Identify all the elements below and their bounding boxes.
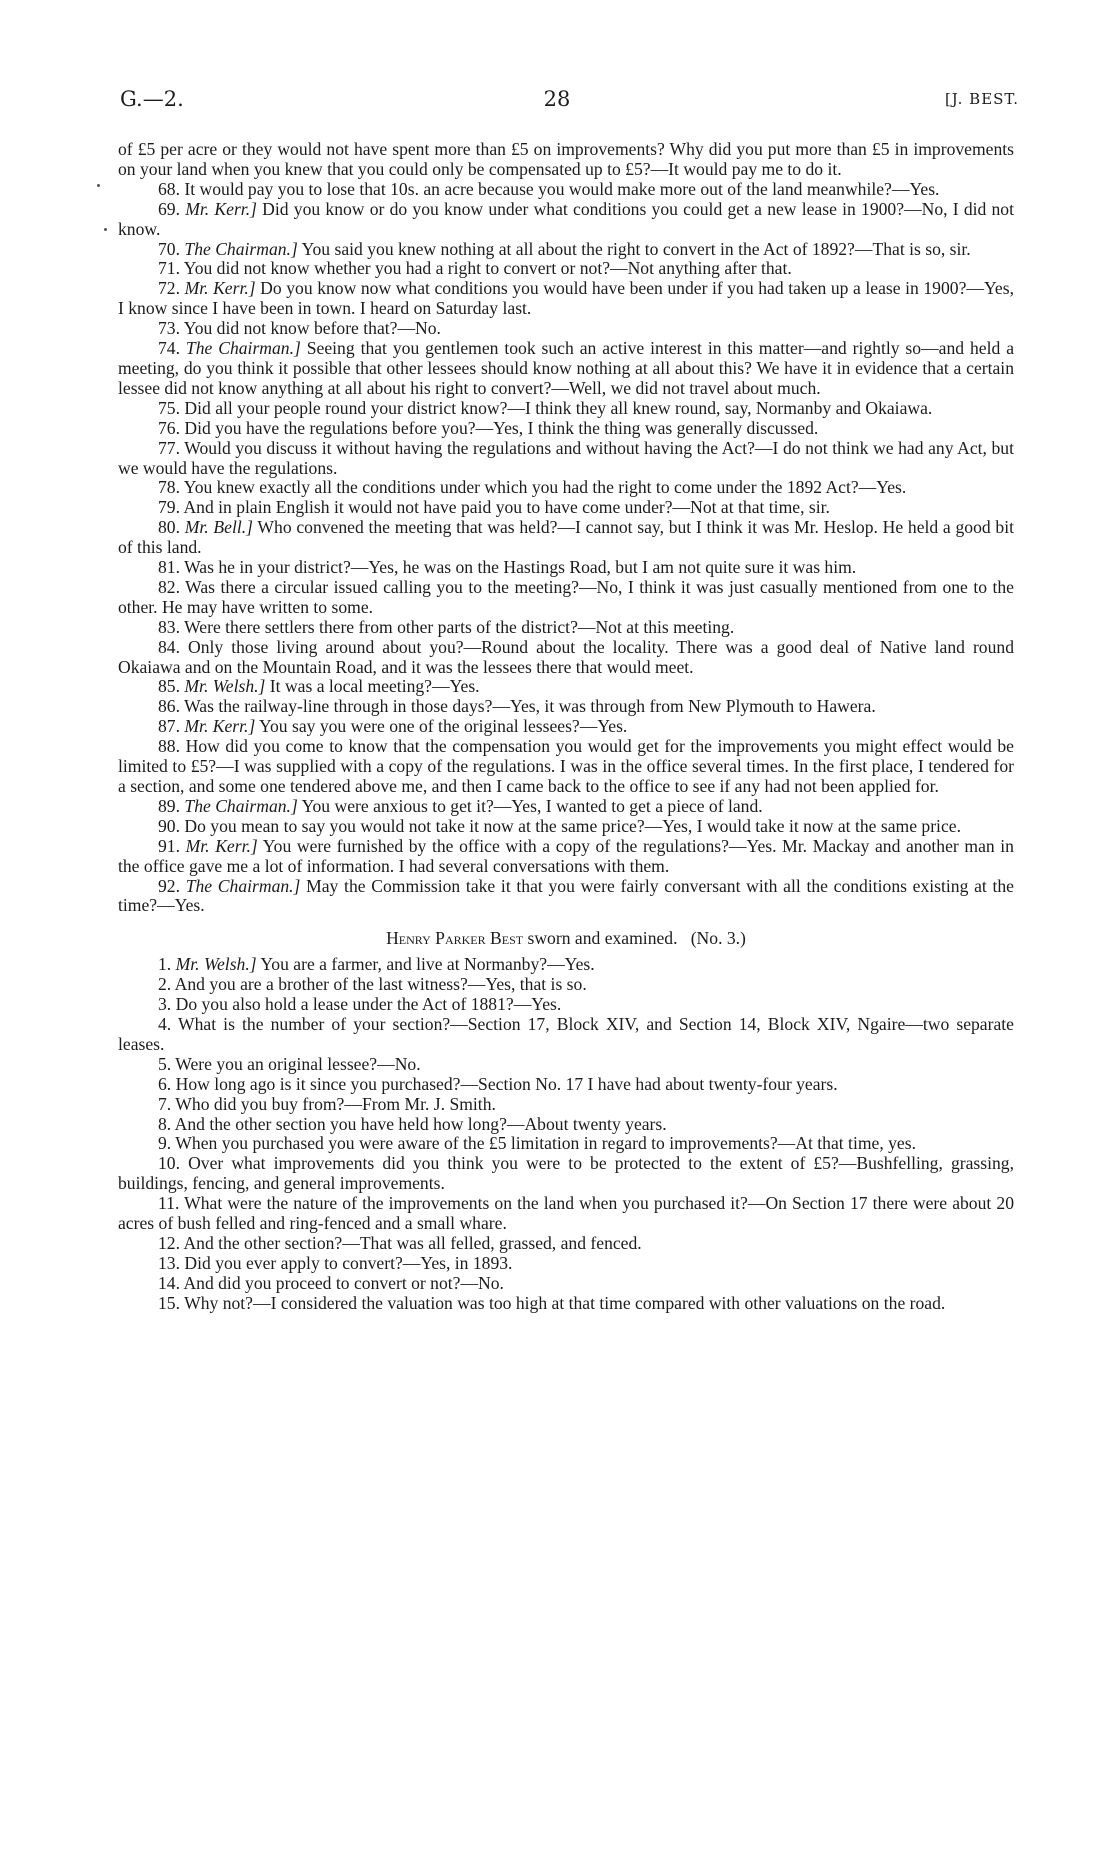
- question-paragraph: [118, 677, 1014, 697]
- paper-reference: G.—2.: [120, 87, 184, 111]
- question-number: 73.: [158, 318, 180, 339]
- question-answer-text: Do you also hold a lease under the Act of 1881?—Yes.: [175, 994, 562, 1015]
- question-number: 90.: [158, 815, 180, 836]
- question-number: 86.: [158, 696, 180, 717]
- question-paragraph: [118, 200, 1014, 240]
- question-number: 83.: [158, 616, 180, 637]
- question-answer-text: You were furnished by the office with a copy of the regulations?—Yes. Mr. Mackay and another man in the office gave me a lot of information. I had several conversations with them.: [118, 835, 1014, 876]
- question-paragraph: [118, 1294, 1014, 1314]
- speaker-label: Mr. Kerr.]: [185, 198, 257, 219]
- question-answer-text: Why not?—I considered the valuation was too high at that time compared with other valuations on the road.: [184, 1292, 946, 1313]
- question-paragraph: [118, 439, 1014, 479]
- question-number: 7.: [158, 1093, 172, 1114]
- question-paragraph: [118, 1075, 1014, 1095]
- question-answer-text: What were the nature of the improvements on the land when you purchased it?—On Section 17 there were about 20 acres of bush felled and ring-fenced and a small whare.: [118, 1193, 1014, 1234]
- question-paragraph: [118, 399, 1014, 419]
- question-answer-text: May the Commission take it that you were fairly conversant with all the conditions existing at the time?—Yes.: [118, 875, 1014, 916]
- witness-number: (No. 3.): [690, 928, 746, 949]
- witness-heading-rest: sworn and examined.: [527, 928, 678, 949]
- question-answer-text: Do you know now what conditions you would have been under if you had taken up a lease in 1900?—Yes, I know since I have been in town. I heard on Saturday last.: [118, 278, 1014, 319]
- question-answer-text: Who did you buy from?—From Mr. J. Smith.: [175, 1093, 496, 1114]
- question-paragraph: [118, 877, 1014, 917]
- question-paragraph: [118, 717, 1014, 737]
- question-answer-text: Was there a circular issued calling you to the meeting?—No, I think it was just casually mentioned from one to the other. He may have written to some.: [118, 576, 1014, 617]
- question-answer-text: You said you knew nothing at all about the right to convert in the Act of 1892?—That is so, sir.: [301, 238, 971, 259]
- question-paragraph: [118, 180, 1014, 200]
- question-number: 11.: [158, 1193, 180, 1214]
- question-number: 1.: [158, 954, 172, 975]
- question-answer-text: Was the railway-line through in those days?—Yes, it was through from New Plymouth to Hawera.: [184, 696, 876, 717]
- question-paragraph: [118, 279, 1014, 319]
- question-answer-text: Did all your people round your district know?—I think they all knew round, say, Normanby and Okaiawa.: [184, 397, 933, 418]
- question-paragraph: [118, 1154, 1014, 1194]
- question-number: 70.: [158, 238, 180, 259]
- question-number: 75.: [158, 397, 180, 418]
- question-answer-text: You say you were one of the original lessees?—Yes.: [259, 716, 628, 737]
- question-paragraph: [118, 498, 1014, 518]
- question-answer-text: Do you mean to say you would not take it now at the same price?—Yes, I would take it now at the same price.: [184, 815, 961, 836]
- question-paragraph: [118, 140, 1014, 180]
- question-paragraph: [118, 240, 1014, 260]
- question-answer-text: Were you an original lessee?—No.: [175, 1053, 421, 1074]
- question-number: 74.: [158, 338, 180, 359]
- question-paragraph: [118, 558, 1014, 578]
- margin-speck: [104, 228, 107, 231]
- question-number: 91.: [158, 835, 180, 856]
- question-number: 14.: [158, 1272, 180, 1293]
- question-answer-text: You knew exactly all the conditions under which you had the right to come under the 1892 Act?—Yes.: [183, 477, 907, 498]
- question-answer-text: Did you know or do you know under what conditions you could get a new lease in 1900?—No, I did not know.: [118, 198, 1014, 239]
- witness-name: Henry Parker Best: [386, 928, 524, 949]
- question-answer-text: And the other section?—That was all felled, grassed, and fenced.: [183, 1232, 642, 1253]
- question-number: 87.: [158, 716, 180, 737]
- speaker-label: Mr. Kerr.]: [184, 716, 256, 737]
- question-number: 12.: [158, 1232, 180, 1253]
- question-paragraph: [118, 837, 1014, 877]
- question-answer-text: You did not know whether you had a right to convert or not?—Not anything after that.: [183, 258, 792, 279]
- question-number: 4.: [158, 1013, 172, 1034]
- witness-heading: [118, 929, 1014, 949]
- question-number: 92.: [158, 875, 180, 896]
- question-answer-text: You were anxious to get it?—Yes, I wanted to get a piece of land.: [301, 795, 763, 816]
- question-paragraph: [118, 638, 1014, 678]
- question-answer-text: Who convened the meeting that was held?—I cannot say, but I think it was Mr. Heslop. He held a good bit of this land.: [118, 517, 1014, 558]
- margin-speck: [97, 184, 100, 187]
- question-number: 72.: [158, 278, 180, 299]
- question-paragraph: [118, 518, 1014, 558]
- question-paragraph: [118, 697, 1014, 717]
- speaker-label: Mr. Welsh.]: [184, 676, 266, 697]
- question-paragraph: [118, 1055, 1014, 1075]
- question-paragraph: [118, 478, 1014, 498]
- question-paragraph: [118, 419, 1014, 439]
- question-paragraph: [118, 1274, 1014, 1294]
- question-number: 77.: [158, 437, 180, 458]
- question-answer-text: And in plain English it would not have paid you to have come under?—Not at that time, sir.: [183, 497, 830, 518]
- question-number: 8.: [158, 1113, 172, 1134]
- question-answer-text: Was he in your district?—Yes, he was on the Hastings Road, but I am not quite sure it was him.: [184, 557, 857, 578]
- question-answer-text: of £5 per acre or they would not have spent more than £5 on improvements? Why did you put more than £5 in improvements on your land when you knew that you could only be compensated up to £5?—It would pay me to do it.: [118, 139, 1014, 179]
- question-number: 15.: [158, 1292, 180, 1313]
- running-head-witness: [J. BEST.: [944, 90, 1019, 108]
- evidence-section-previous-witness: [118, 140, 1014, 916]
- question-number: 84.: [158, 636, 180, 657]
- speaker-label: The Chairman.]: [184, 238, 298, 259]
- question-answer-text: It would pay you to lose that 10s. an acre because you would make more out of the land meanwhile?—Yes.: [184, 178, 940, 199]
- speaker-label: The Chairman.]: [185, 338, 301, 359]
- question-answer-text: And you are a brother of the last witness?—Yes, that is so.: [174, 974, 587, 995]
- question-answer-text: How did you come to know that the compensation you would get for the improvements you might effect would be limited to £5?—I was supplied with a copy of the regulations. I was in the office several times. In the first place, I tendered for a section, and some one tendered above me, and then I came back to the office to see if any had not been applied for.: [118, 736, 1014, 796]
- question-answer-text: Did you ever apply to convert?—Yes, in 1893.: [184, 1252, 513, 1273]
- question-answer-text: What is the number of your section?—Section 17, Block XIV, and Section 14, Block XIV, Ngaire—two separate leases.: [118, 1013, 1014, 1054]
- document-body: [118, 140, 1014, 1314]
- question-answer-text: Seeing that you gentlemen took such an active interest in this matter—and rightly so—and held a meeting, do you think it possible that other lessees should know nothing at all about this? We have it in evidence that a certain lessee did not know anything at all about his right to convert?—Well, we did not travel about much.: [118, 338, 1014, 398]
- question-paragraph: [118, 797, 1014, 817]
- question-number: 89.: [158, 795, 180, 816]
- speaker-label: Mr. Kerr.]: [185, 835, 258, 856]
- question-answer-text: Were there settlers there from other parts of the district?—Not at this meeting.: [184, 616, 735, 637]
- question-answer-text: And did you proceed to convert or not?—No.: [183, 1272, 504, 1293]
- question-paragraph: [118, 339, 1014, 399]
- question-number: 68.: [158, 178, 180, 199]
- question-answer-text: How long ago is it since you purchased?—Section No. 17 I have had about twenty-four years.: [175, 1073, 838, 1094]
- question-paragraph: [118, 817, 1014, 837]
- question-paragraph: [118, 955, 1014, 975]
- question-number: 82.: [158, 576, 180, 597]
- question-paragraph: [118, 995, 1014, 1015]
- question-paragraph: [118, 259, 1014, 279]
- question-number: 5.: [158, 1053, 172, 1074]
- question-number: 2.: [158, 974, 172, 995]
- question-paragraph: [118, 1254, 1014, 1274]
- question-answer-text: You are a farmer, and live at Normanby?—Yes.: [260, 954, 595, 975]
- question-number: 88.: [158, 736, 180, 757]
- question-number: 13.: [158, 1252, 180, 1273]
- speaker-label: The Chairman.]: [185, 875, 301, 896]
- question-paragraph: [118, 1015, 1014, 1055]
- question-paragraph: [118, 578, 1014, 618]
- question-number: 80.: [158, 517, 180, 538]
- speaker-label: Mr. Kerr.]: [184, 278, 256, 299]
- question-number: 71.: [158, 258, 180, 279]
- question-number: 6.: [158, 1073, 172, 1094]
- question-number: 79.: [158, 497, 180, 518]
- speaker-label: The Chairman.]: [184, 795, 298, 816]
- question-paragraph: [118, 975, 1014, 995]
- question-number: 85.: [158, 676, 180, 697]
- evidence-section-henry-parker-best: [118, 955, 1014, 1313]
- question-number: 69.: [158, 198, 180, 219]
- speaker-label: Mr. Welsh.]: [175, 954, 257, 975]
- question-answer-text: It was a local meeting?—Yes.: [269, 676, 480, 697]
- question-paragraph: [118, 1095, 1014, 1115]
- question-answer-text: When you purchased you were aware of the £5 limitation in regard to improvements?—At that time, yes.: [175, 1133, 916, 1154]
- question-answer-text: Over what improvements did you think you were to be protected to the extent of £5?—Bushfelling, grassing, buildings, fencing, and general improvements.: [118, 1153, 1014, 1194]
- question-paragraph: [118, 1134, 1014, 1154]
- question-paragraph: [118, 737, 1014, 797]
- question-paragraph: [118, 1115, 1014, 1135]
- question-number: 9.: [158, 1133, 172, 1154]
- question-answer-text: Would you discuss it without having the regulations and without having the Act?—I do not think we had any Act, but we would have the regulations.: [118, 437, 1014, 478]
- speaker-label: Mr. Bell.]: [184, 517, 253, 538]
- question-answer-text: You did not know before that?—No.: [183, 318, 441, 339]
- question-paragraph: [118, 1234, 1014, 1254]
- question-paragraph: [118, 319, 1014, 339]
- question-paragraph: [118, 618, 1014, 638]
- question-number: 3.: [158, 994, 172, 1015]
- question-number: 78.: [158, 477, 180, 498]
- question-answer-text: And the other section you have held how long?—About twenty years.: [174, 1113, 667, 1134]
- question-number: 10.: [158, 1153, 180, 1174]
- question-answer-text: Did you have the regulations before you?—Yes, I think the thing was generally discussed.: [184, 417, 819, 438]
- page-number: 28: [543, 87, 571, 111]
- question-number: 81.: [158, 557, 180, 578]
- question-answer-text: Only those living around about you?—Round about the locality. There was a good deal of Native land round Okaiawa and on the Mountain Road, and it was the lessees there that would meet.: [118, 636, 1014, 677]
- question-number: 76.: [158, 417, 180, 438]
- question-paragraph: [118, 1194, 1014, 1234]
